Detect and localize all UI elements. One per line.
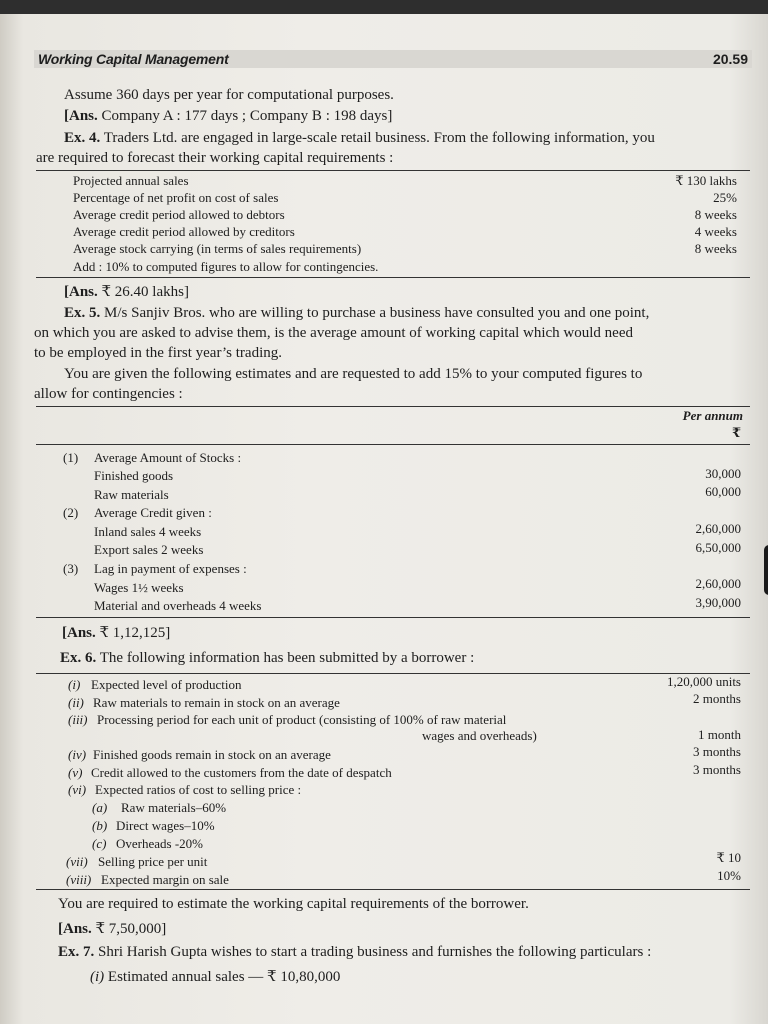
ex6-subrow-num: (c) <box>92 836 107 851</box>
running-header <box>34 50 752 68</box>
ex7-label: Ex. 7. <box>58 944 95 960</box>
ex4-row-value: 25% <box>713 190 737 205</box>
ex6-text1: The following information has been submitted by a borrower : <box>99 650 475 666</box>
ex6-row-num: (iv) <box>68 747 87 762</box>
ex6-row-label: wages and overheads) <box>422 728 537 743</box>
ex6-subrow-label: Raw materials–60% <box>121 800 227 815</box>
ex6-subrow-label: Overheads -20% <box>116 836 203 851</box>
ex4-row-label: Percentage of net profit on cost of sales <box>73 190 279 205</box>
ex5-row-value: 6,50,000 <box>695 540 741 555</box>
ex6-row-value: 1 month <box>698 727 741 742</box>
ex6-subrow-num: (b) <box>92 818 108 833</box>
ex6-row-label: Raw materials to remain in stock on an average <box>93 695 340 710</box>
ex6-after-line: You are required to estimate the working capital requirements of the borrower. <box>58 896 529 912</box>
ex5-row-value: 2,60,000 <box>695 521 741 536</box>
table-header-rule <box>36 444 750 445</box>
ex5-row-num: (3) <box>63 561 79 576</box>
ex7-line1 <box>58 943 651 961</box>
ex4-label: Ex. 4. <box>64 130 101 146</box>
ex5-row-value: 60,000 <box>705 484 741 499</box>
table-bottom-rule <box>36 277 750 278</box>
ex6-row-num: (vii) <box>66 854 88 869</box>
ex6-row-label: Processing period for each unit of product (consisting of 100% of raw material <box>97 712 507 727</box>
ex4-row-value: ₹ 130 lakhs <box>675 173 737 188</box>
ex6-row-num: (i) <box>68 677 81 692</box>
ex5-row-label: Inland sales 4 weeks <box>94 524 202 539</box>
ex4-row-value: 4 weeks <box>694 224 737 239</box>
ex6-row-num: (v) <box>68 765 83 780</box>
answer-label: [Ans. <box>62 625 96 641</box>
ex6-row-num: (vi) <box>68 782 87 797</box>
per-annum-header: Per annum <box>682 408 743 423</box>
ex6-row-label: Expected level of production <box>91 677 242 692</box>
ex5-row-label: Wages 1½ weeks <box>94 580 184 595</box>
table-top-rule <box>36 406 750 407</box>
ex5-line5: allow for contingencies : <box>34 386 183 402</box>
ex6-answer <box>58 920 166 938</box>
ex6-subrow-num: (a) <box>92 800 108 815</box>
ex5-row-label: Lag in payment of expenses : <box>94 561 247 576</box>
ex6-line1 <box>60 649 474 667</box>
ex6-row-num: (iii) <box>68 712 88 727</box>
ex6-row-value: 2 months <box>692 691 741 706</box>
ex4-line2: are required to forecast their working capital requirements : <box>36 150 394 166</box>
ex7-item-num: (i) <box>90 969 105 985</box>
table-top-rule <box>36 170 750 171</box>
ex5-row-num: (2) <box>63 505 79 520</box>
binding-edge <box>764 545 768 595</box>
ex4-row-label: Average stock carrying (in terms of sales requirements) <box>73 241 362 256</box>
ex5-row-label: Average Amount of Stocks : <box>94 450 242 465</box>
table-top-rule <box>36 673 750 674</box>
ex5-row-label: Raw materials <box>94 487 169 502</box>
ex4-row-label: Average credit period allowed by creditors <box>73 224 295 239</box>
ex7-item-text: Estimated annual sales — ₹ 10,80,000 <box>107 969 341 985</box>
ex6-row-num: (ii) <box>68 695 84 710</box>
ex4-row-value: 8 weeks <box>694 207 737 222</box>
page-number: 20.59 <box>712 51 748 67</box>
ex6-subrow-label: Direct wages–10% <box>116 818 215 833</box>
ex7-item <box>90 968 340 986</box>
ex5-row-value: 3,90,000 <box>695 595 741 610</box>
ex6-row-label: Expected margin on sale <box>101 872 229 887</box>
answer-text: Company A : 177 days ; Company B : 198 days] <box>101 108 393 124</box>
ex4-text1: Traders Ltd. are engaged in large-scale retail business. From the following information, you <box>103 130 655 146</box>
ex6-row-label: Finished goods remain in stock on an average <box>93 747 331 762</box>
ex5-row-label: Material and overheads 4 weeks <box>94 598 262 613</box>
ex5-row-num: (1) <box>63 450 79 465</box>
answer-text: ₹ 26.40 lakhs] <box>101 284 189 300</box>
ex4-answer <box>64 283 189 301</box>
ex5-label: Ex. 5. <box>64 305 101 321</box>
ex6-row-label: Expected ratios of cost to selling price : <box>95 782 302 797</box>
answer-text: ₹ 7,50,000] <box>95 921 167 937</box>
table-bottom-rule <box>36 889 750 890</box>
intro-answer <box>64 107 392 125</box>
answer-label: [Ans. <box>64 284 98 300</box>
ex5-answer <box>62 624 170 642</box>
answer-label: [Ans. <box>58 921 92 937</box>
ex4-line1 <box>64 129 655 147</box>
ex5-line2: on which you are asked to advise them, is the average amount of working capital which would need <box>34 325 633 341</box>
header-title: Working Capital Management <box>38 51 229 67</box>
ex4-row-label: Projected annual sales <box>73 173 189 188</box>
ex6-row-label: Credit allowed to the customers from the date of despatch <box>91 765 392 780</box>
ex6-label: Ex. 6. <box>60 650 97 666</box>
ex7-text1: Shri Harish Gupta wishes to start a trading business and furnishes the following particulars : <box>98 944 652 960</box>
ex5-row-value: 30,000 <box>705 466 741 481</box>
ex5-line1 <box>64 304 649 322</box>
ex4-row-label: Average credit period allowed to debtors <box>73 207 285 222</box>
ex6-row-value: 10% <box>717 868 741 883</box>
ex5-row-value: 2,60,000 <box>695 576 741 591</box>
ex5-row-label: Average Credit given : <box>94 505 212 520</box>
ex6-row-value: 1,20,000 units <box>666 674 741 689</box>
ex5-text1: M/s Sanjiv Bros. who are willing to purchase a business have consulted you and one point, <box>104 305 650 321</box>
ex5-line3: to be employed in the first year’s trading. <box>34 345 282 361</box>
answer-text: ₹ 1,12,125] <box>99 625 171 641</box>
ex4-row-label: Add : 10% to computed figures to allow for contingencies. <box>73 259 379 274</box>
ex4-row-value: 8 weeks <box>694 241 737 256</box>
top-shadow-band <box>0 0 768 14</box>
rupee-unit: ₹ <box>731 425 741 440</box>
ex5-row-label: Finished goods <box>94 468 174 483</box>
ex6-row-label: Selling price per unit <box>98 854 208 869</box>
ex5-row-label: Export sales 2 weeks <box>94 542 204 557</box>
table-bottom-rule <box>36 617 750 618</box>
ex6-row-value: 3 months <box>692 744 741 759</box>
answer-label: [Ans. <box>64 108 98 124</box>
ex6-row-value: 3 months <box>692 762 741 777</box>
ex6-row-num: (viii) <box>66 872 92 887</box>
ex6-row-value: ₹ 10 <box>716 850 741 865</box>
intro-line: Assume 360 days per year for computational purposes. <box>64 87 394 103</box>
ex5-line4: You are given the following estimates and are requested to add 15% to your computed figures to <box>64 366 643 382</box>
